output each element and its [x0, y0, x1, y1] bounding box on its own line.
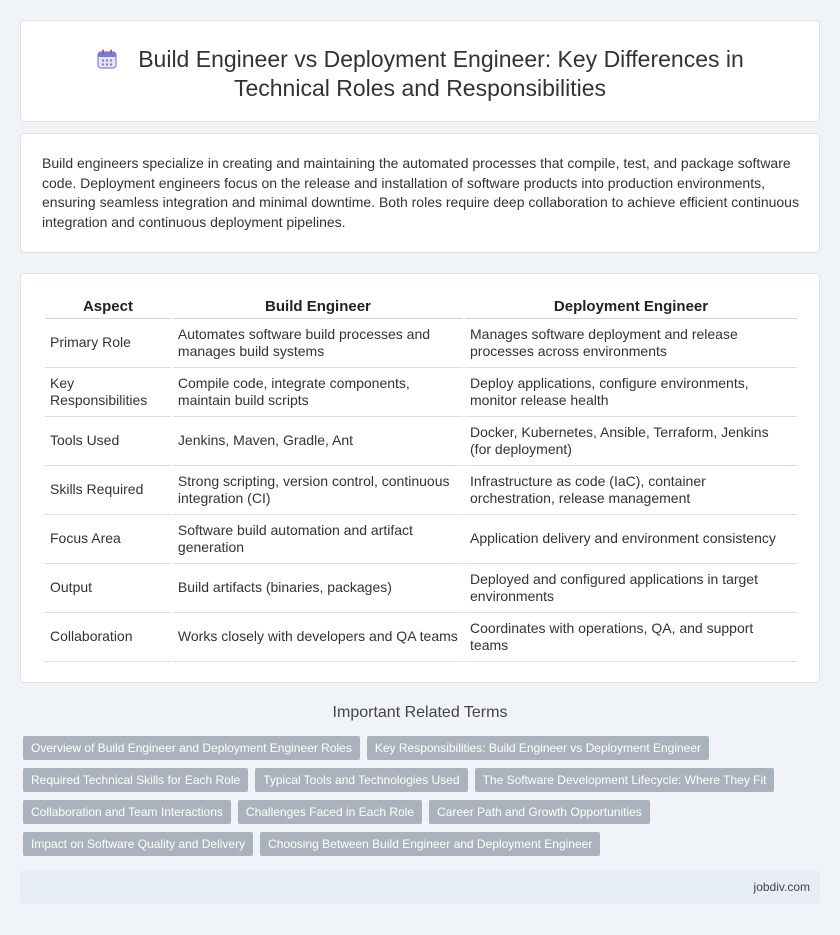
- aspect-cell: Skills Required: [45, 466, 171, 515]
- aspect-cell: Key Responsibilities: [45, 368, 171, 417]
- related-term-link[interactable]: Required Technical Skills for Each Role: [23, 768, 248, 792]
- related-term-link[interactable]: Typical Tools and Technologies Used: [255, 768, 467, 792]
- deployment-cell: Application delivery and environment consistency: [465, 515, 797, 564]
- aspect-cell: Focus Area: [45, 515, 171, 564]
- build-cell: Jenkins, Maven, Gradle, Ant: [173, 417, 463, 466]
- page-title: [21, 45, 819, 103]
- comparison-card: [20, 273, 820, 683]
- build-cell: Strong scripting, version control, continuous integration (CI): [173, 466, 463, 515]
- related-terms-list: [23, 736, 803, 864]
- table-row: [45, 417, 797, 466]
- build-cell: Compile code, integrate components, maintain build scripts: [173, 368, 463, 417]
- title-card: [20, 20, 820, 122]
- header-deployment-engineer: Deployment Engineer: [465, 296, 797, 319]
- related-term-link[interactable]: Overview of Build Engineer and Deployment Engineer Roles: [23, 736, 360, 760]
- deployment-cell: Deploy applications, configure environments, monitor release health: [465, 368, 797, 417]
- build-cell: Automates software build processes and manages build systems: [173, 319, 463, 368]
- related-term-link[interactable]: Collaboration and Team Interactions: [23, 800, 231, 824]
- footer-site-link[interactable]: jobdiv.com: [753, 880, 810, 894]
- table-row: [45, 368, 797, 417]
- deployment-cell: Deployed and configured applications in target environments: [465, 564, 797, 613]
- related-term-link[interactable]: The Software Development Lifecycle: Where They Fit: [475, 768, 775, 792]
- deployment-cell: Docker, Kubernetes, Ansible, Terraform, Jenkins (for deployment): [465, 417, 797, 466]
- aspect-cell: Tools Used: [45, 417, 171, 466]
- table-row: [45, 564, 797, 613]
- build-cell: Build artifacts (binaries, packages): [173, 564, 463, 613]
- footer: [20, 871, 820, 904]
- intro-paragraph: Build engineers specialize in creating and maintaining the automated processes that compile, test, and package software code. Deployment engineers focus on the release and installation of software products into production environments, ensuring seamless integration and minimal downtime. Both roles require deep collaboration to achieve efficient continuous integration and continuous deployment pipelines.: [42, 155, 799, 230]
- table-row: [45, 613, 797, 662]
- related-term-link[interactable]: Impact on Software Quality and Delivery: [23, 832, 253, 856]
- table-header-row: [45, 296, 797, 319]
- page-title-text: Build Engineer vs Deployment Engineer: Key Differences in Technical Roles and Responsibilities: [138, 46, 744, 101]
- build-cell: Works closely with developers and QA teams: [173, 613, 463, 662]
- related-terms-heading: Important Related Terms: [332, 704, 508, 721]
- header-build-engineer: Build Engineer: [173, 296, 463, 319]
- comparison-table: [43, 296, 799, 662]
- header-aspect: Aspect: [45, 296, 171, 319]
- table-row: [45, 466, 797, 515]
- aspect-cell: Output: [45, 564, 171, 613]
- aspect-cell: Primary Role: [45, 319, 171, 368]
- deployment-cell: Manages software deployment and release processes across environments: [465, 319, 797, 368]
- table-row: [45, 515, 797, 564]
- related-term-link[interactable]: Choosing Between Build Engineer and Deployment Engineer: [260, 832, 600, 856]
- table-row: [45, 319, 797, 368]
- deployment-cell: Infrastructure as code (IaC), container orchestration, release management: [465, 466, 797, 515]
- related-term-link[interactable]: Key Responsibilities: Build Engineer vs Deployment Engineer: [367, 736, 709, 760]
- related-term-link[interactable]: Career Path and Growth Opportunities: [429, 800, 650, 824]
- aspect-cell: Collaboration: [45, 613, 171, 662]
- build-cell: Software build automation and artifact generation: [173, 515, 463, 564]
- deployment-cell: Coordinates with operations, QA, and support teams: [465, 613, 797, 662]
- intro-card: [20, 133, 820, 253]
- related-term-link[interactable]: Challenges Faced in Each Role: [238, 800, 422, 824]
- calendar-icon: [96, 48, 118, 70]
